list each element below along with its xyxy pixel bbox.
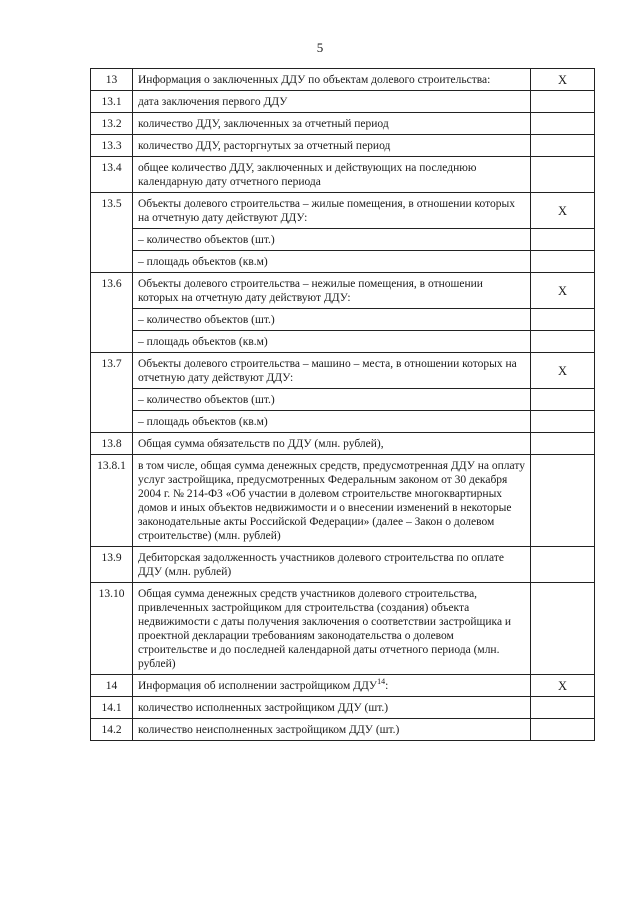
row-value: X [531, 273, 595, 309]
table-row [91, 331, 595, 353]
table-row [91, 675, 595, 697]
row-number: 14.1 [91, 697, 133, 719]
row-number: 13.3 [91, 135, 133, 157]
table-row [91, 455, 595, 547]
row-text: Объекты долевого строительства – нежилые помещения, в отношении которых на отчетную дату действуют ДДУ: [133, 273, 531, 309]
row-text: Общая сумма обязательств по ДДУ (млн. рублей), [133, 433, 531, 455]
table-row [91, 389, 595, 411]
table-row [91, 251, 595, 273]
row-value [531, 719, 595, 741]
row-value [531, 229, 595, 251]
table-row [91, 433, 595, 455]
row-number: 13.2 [91, 113, 133, 135]
row-value: X [531, 193, 595, 229]
row-text: Дебиторская задолженность участников долевого строительства по оплате ДДУ (млн. рублей) [133, 547, 531, 583]
row-text: – площадь объектов (кв.м) [133, 411, 531, 433]
row-value: X [531, 675, 595, 697]
row-number: 13.10 [91, 583, 133, 675]
row-number: 13 [91, 69, 133, 91]
row-text: – количество объектов (шт.) [133, 229, 531, 251]
table-row [91, 353, 595, 389]
row-value [531, 157, 595, 193]
row-number: 13.8.1 [91, 455, 133, 547]
row-text: – площадь объектов (кв.м) [133, 331, 531, 353]
row-number: 13.5 [91, 193, 133, 273]
row-text: Информация об исполнении застройщиком ДДУ [138, 680, 378, 692]
row-text: количество ДДУ, заключенных за отчетный период [133, 113, 531, 135]
footnote-marker: 14 [377, 677, 386, 687]
table-row [91, 229, 595, 251]
row-number: 13.9 [91, 547, 133, 583]
row-text: количество исполненных застройщиком ДДУ (шт.) [133, 697, 531, 719]
table-row [91, 719, 595, 741]
table-row [91, 193, 595, 229]
table-row [91, 273, 595, 309]
row-number: 13.7 [91, 353, 133, 433]
row-number: 13.8 [91, 433, 133, 455]
row-value [531, 135, 595, 157]
row-text: – площадь объектов (кв.м) [133, 251, 531, 273]
table-row [91, 547, 595, 583]
row-value [531, 697, 595, 719]
row-text: дата заключения первого ДДУ [133, 91, 531, 113]
row-value [531, 433, 595, 455]
row-value [531, 583, 595, 675]
table-row [91, 583, 595, 675]
row-value [531, 411, 595, 433]
table-row [91, 157, 595, 193]
table-row [91, 697, 595, 719]
row-value [531, 251, 595, 273]
row-value: X [531, 69, 595, 91]
row-number: 14 [91, 675, 133, 697]
row-number: 13.4 [91, 157, 133, 193]
row-text: количество ДДУ, расторгнутых за отчетный период [133, 135, 531, 157]
row-value [531, 113, 595, 135]
row-text-suffix: : [385, 680, 389, 692]
row-value [531, 91, 595, 113]
row-value [531, 331, 595, 353]
table-row [91, 135, 595, 157]
row-text: Общая сумма денежных средств участников долевого строительства, привлеченных застройщиком для строительства (создания) объекта недвижимости с даты получения заключения о соответствии застройщика и проектной декларации требованиям законодательства о долевом строительстве и до последней календарной даты отчетного периода (млн. рублей) [133, 583, 531, 675]
row-number: 13.1 [91, 91, 133, 113]
row-text: количество неисполненных застройщиком ДДУ (шт.) [133, 719, 531, 741]
report-table [90, 68, 595, 741]
row-value [531, 547, 595, 583]
row-value [531, 455, 595, 547]
table-row [91, 309, 595, 331]
row-value [531, 309, 595, 331]
row-text: Информация о заключенных ДДУ по объектам долевого строительства: [133, 69, 531, 91]
table-row [91, 69, 595, 91]
table-row [91, 411, 595, 433]
row-text: – количество объектов (шт.) [133, 309, 531, 331]
row-text: в том числе, общая сумма денежных средств, предусмотренная ДДУ на оплату услуг застройщика, предусмотренных Федеральным законом от 30 декабря 2004 г. № 214-ФЗ «Об участии в долевом строительстве многоквартирных домов и иных объектов недвижимости и о внесении изменений в некоторые законодательные акты Российской Федерации» (далее – Закон о долевом строительстве) (млн. рублей) [133, 455, 531, 547]
row-text-container [133, 675, 531, 697]
row-text: Объекты долевого строительства – жилые помещения, в отношении которых на отчетную дату действуют ДДУ: [133, 193, 531, 229]
row-number: 14.2 [91, 719, 133, 741]
row-value: X [531, 353, 595, 389]
table-row [91, 113, 595, 135]
table-row [91, 91, 595, 113]
page-number: 5 [316, 40, 324, 55]
row-text: – количество объектов (шт.) [133, 389, 531, 411]
row-value [531, 389, 595, 411]
row-text: Объекты долевого строительства – машино – места, в отношении которых на отчетную дату действуют ДДУ: [133, 353, 531, 389]
row-text: общее количество ДДУ, заключенных и действующих на последнюю календарную дату отчетного периода [133, 157, 531, 193]
row-number: 13.6 [91, 273, 133, 353]
